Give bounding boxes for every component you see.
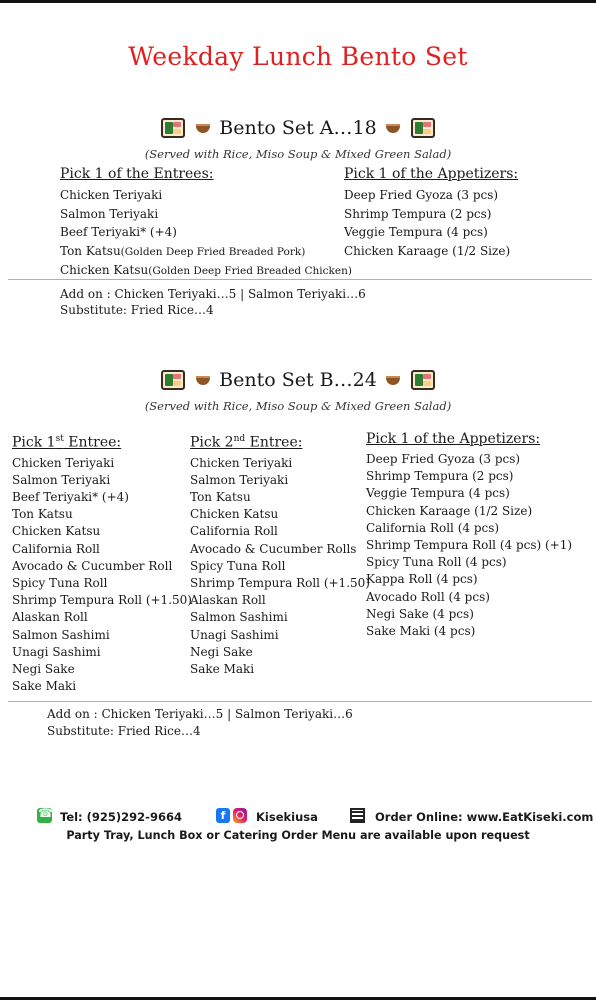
entree-item: Chicken Teriyaki — [12, 455, 115, 470]
set-a-appetizers — [344, 165, 518, 260]
facebook-icon[interactable]: f — [216, 808, 230, 823]
entree-item: Salmon Sashimi — [190, 610, 288, 625]
entree-item: Sake Maki — [12, 679, 77, 694]
set-b-appetizers-header: Pick 1 of the Appetizers: — [366, 431, 541, 447]
order-online[interactable]: Order Online: www.EatKiseki.com — [375, 810, 594, 824]
set-b-first-entree — [12, 430, 192, 696]
entree-item: Spicy Tuna Roll — [12, 576, 108, 591]
set-b-substitute: Substitute: Fried Rice…4 — [47, 724, 201, 738]
appetizer-item: California Roll (4 pcs) — [366, 520, 500, 535]
appetizer-item: Deep Fried Gyoza (3 pcs) — [344, 188, 499, 202]
entree-description: (Golden Deep Fried Breaded Chicken) — [148, 265, 352, 277]
miso-bowl-icon — [196, 376, 210, 385]
phone-number[interactable]: Tel: (925)292-9664 — [60, 810, 182, 824]
social-handle[interactable]: Kisekiusa — [256, 810, 318, 824]
appetizer-item: Kappa Roll (4 pcs) — [366, 572, 478, 587]
miso-bowl-icon — [386, 376, 400, 385]
phone-icon — [37, 808, 52, 823]
entree-item: Alaskan Roll — [190, 593, 266, 608]
divider — [8, 701, 592, 702]
set-a-served-with: (Served with Rice, Miso Soup & Mixed Green Salad) — [144, 147, 452, 161]
entree-item — [60, 242, 352, 262]
entree-item: Shrimp Tempura Roll (+1.50) — [190, 576, 370, 591]
set-a-name: Bento Set A…18 — [219, 117, 377, 139]
entree-item: Avocado & Cucumber Rolls — [190, 541, 357, 556]
set-b-second-entree-header: Pick 2nd Entree: — [190, 434, 303, 451]
entree-item — [60, 205, 352, 224]
set-a-entrees — [60, 165, 352, 281]
catering-note: Party Tray, Lunch Box or Catering Order Menu are available upon request — [66, 829, 530, 842]
entree-item — [60, 223, 352, 242]
set-b-heading — [0, 368, 596, 391]
set-b-name: Bento Set B…24 — [219, 369, 377, 391]
set-b-addon: Add on : Chicken Teriyaki…5 | Salmon Teriyaki…6 — [47, 707, 353, 721]
set-a-heading — [0, 116, 596, 139]
entree-item: Salmon Sashimi — [12, 627, 110, 642]
appetizer-item: Negi Sake (4 pcs) — [366, 606, 474, 621]
entree-item: California Roll — [12, 541, 100, 556]
appetizer-item: Chicken Karaage (1/2 Size) — [344, 243, 511, 258]
appetizer-item: Spicy Tuna Roll (4 pcs) — [366, 555, 507, 570]
bento-box-icon — [161, 370, 185, 390]
appetizer-item: Veggie Tempura (4 pcs) — [344, 225, 488, 239]
entree-item: California Roll — [190, 524, 278, 539]
entree-item: Alaskan Roll — [12, 610, 88, 625]
set-b-first-entree-header: Pick 1st Entree: — [12, 434, 122, 451]
instagram-icon[interactable] — [233, 808, 247, 823]
entree-item: Salmon Teriyaki — [12, 472, 111, 487]
entree-item: Sake Maki — [190, 662, 255, 677]
entree-item: Chicken Katsu — [190, 507, 279, 522]
entree-item: Salmon Teriyaki — [190, 472, 289, 487]
appetizer-item: Chicken Karaage (1/2 Size) — [366, 503, 533, 518]
top-border — [0, 0, 596, 3]
set-b-appetizers — [366, 430, 572, 640]
set-b-second-entree — [190, 430, 370, 678]
set-a-addon: Add on : Chicken Teriyaki…5 | Salmon Teriyaki…6 — [60, 287, 366, 301]
entree-item: Spicy Tuna Roll — [190, 558, 286, 573]
entree-item: Chicken Teriyaki — [190, 455, 293, 470]
entree-item: Unagi Sashimi — [190, 627, 279, 642]
set-a-entrees-header: Pick 1 of the Entrees: — [60, 166, 214, 182]
appetizer-item: Deep Fried Gyoza (3 pcs) — [366, 452, 521, 466]
appetizer-item: Avocado Roll (4 pcs) — [366, 589, 490, 604]
appetizer-item: Shrimp Tempura (2 pcs) — [344, 206, 492, 221]
entree-item: Chicken Katsu — [12, 524, 101, 539]
appetizer-item: Shrimp Tempura (2 pcs) — [366, 469, 514, 484]
bento-box-icon — [161, 118, 185, 138]
miso-bowl-icon — [196, 124, 210, 133]
bento-box-icon — [411, 370, 435, 390]
entree-name: Salmon Teriyaki — [60, 206, 159, 221]
entree-item: Ton Katsu — [12, 507, 73, 522]
appetizer-item: Veggie Tempura (4 pcs) — [366, 486, 510, 501]
set-b-served-with: (Served with Rice, Miso Soup & Mixed Green Salad) — [144, 399, 452, 413]
bento-box-icon — [411, 118, 435, 138]
entree-item — [60, 186, 352, 205]
set-a-appetizers-header: Pick 1 of the Appetizers: — [344, 166, 519, 182]
entree-name: Chicken Katsu — [60, 263, 149, 277]
appetizer-item: Shrimp Tempura Roll (4 pcs) (+1) — [366, 538, 573, 553]
entree-item: Ton Katsu — [190, 490, 251, 505]
qr-code-icon — [350, 808, 365, 823]
entree-item: Shrimp Tempura Roll (+1.50) — [12, 593, 192, 608]
entree-item — [60, 261, 352, 281]
entree-description: (Golden Deep Fried Breaded Pork) — [120, 245, 306, 258]
miso-bowl-icon — [386, 124, 400, 133]
entree-item: Negi Sake — [12, 662, 75, 677]
set-a-substitute: Substitute: Fried Rice…4 — [60, 303, 214, 317]
menu-title: Weekday Lunch Bento Set — [128, 42, 468, 71]
entree-name: Ton Katsu — [60, 243, 121, 258]
entree-item: Unagi Sashimi — [12, 644, 101, 659]
contact-footer — [0, 808, 596, 828]
entree-item: Beef Teriyaki* (+4) — [12, 490, 129, 505]
entree-name: Beef Teriyaki* (+4) — [60, 225, 177, 239]
entree-name: Chicken Teriyaki — [60, 188, 163, 202]
entree-item: Negi Sake — [190, 644, 253, 659]
appetizer-item: Sake Maki (4 pcs) — [366, 624, 476, 639]
entree-item: Avocado & Cucumber Roll — [12, 558, 173, 573]
divider — [8, 279, 592, 280]
